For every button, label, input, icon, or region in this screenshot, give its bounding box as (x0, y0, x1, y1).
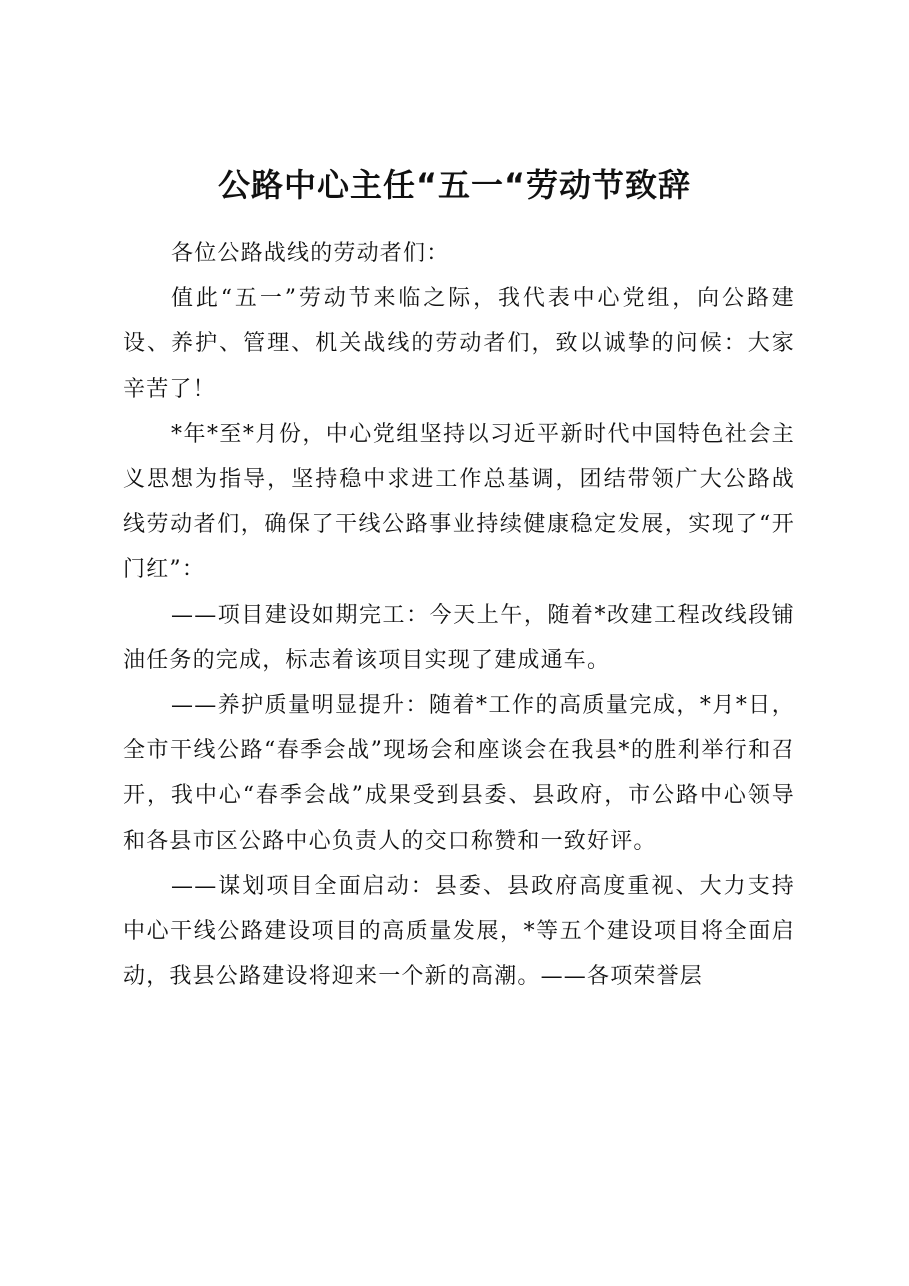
greeting-paragraph: 值此“五一”劳动节来临之际，我代表中心党组，向公路建设、养护、管理、机关战线的劳动者们，致以诚挚的问候：大家辛苦了！ (123, 286, 795, 402)
salutation-paragraph: 各位公路战线的劳动者们： (171, 241, 450, 266)
project-planning-paragraph: ——谋划项目全面启动：县委、县政府高度重视、大力支持中心干线公路建设项目的高质量发展，*等五个建设项目将全面启动，我县公路建设将迎来一个新的高潮。——各项荣誉层 (123, 873, 795, 990)
maintenance-quality-paragraph: ——养护质量明显提升：随着*工作的高质量完成，*月*日，全市干线公路“春季会战”现场会和座谈会在我县*的胜利举行和召开，我中心“春季会战”成果受到县委、县政府，市公路中心领导和各县市区公路中心负责人的交口称赞和一致好评。 (123, 693, 795, 854)
document-body (123, 231, 795, 999)
summary-paragraph: *年*至*月份，中心党组坚持以习近平新时代中国特色社会主义思想为指导，坚持稳中求进工作总基调，团结带领广大公路战线劳动者们，确保了干线公路事业持续健康稳定发展，实现了“开门红”： (123, 421, 795, 583)
document-title: 公路中心主任“五一“劳动节致辞 (217, 166, 692, 204)
project-completion-paragraph: ——项目建设如期完工：今天上午，随着*改建工程改线段铺油任务的完成，标志着该项目实现了建成通车。 (123, 602, 795, 673)
